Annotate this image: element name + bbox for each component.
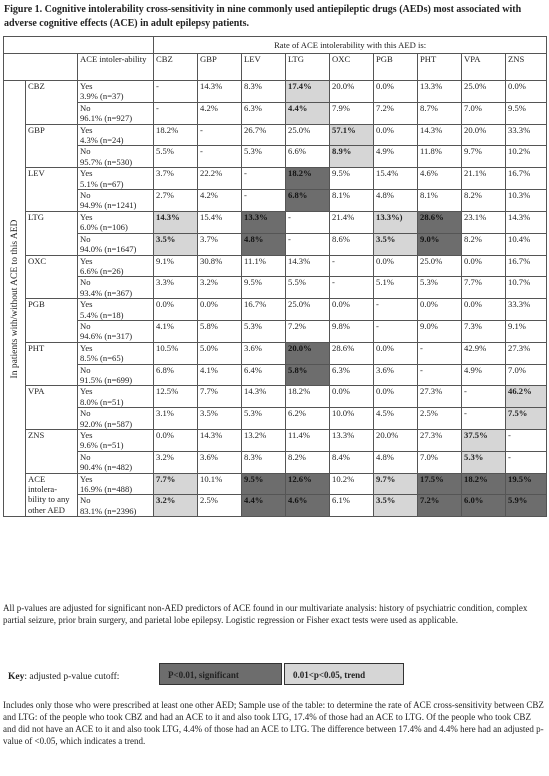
intolerability-label: Yes (80, 430, 93, 440)
rate-cell: 28.6% (330, 342, 374, 364)
rate-cell: - (242, 168, 286, 190)
rate-cell: 5.3% (462, 451, 506, 473)
column-header: LEV (242, 54, 286, 81)
rate-cell: 3.6% (374, 364, 418, 386)
rate-cell: 33.3% (506, 124, 547, 146)
rate-cell: 8.2% (286, 451, 330, 473)
rate-cell: 9.5% (242, 277, 286, 299)
rate-cell: 7.9% (330, 102, 374, 124)
intolerability-count: 3.9% (n=37) (80, 91, 124, 102)
rate-cell: 8.2% (462, 233, 506, 255)
intolerability-count: 16.9% (n=488) (80, 484, 133, 495)
intolerability-label: No (80, 495, 91, 506)
rate-cell: 19.5% (506, 473, 547, 495)
cross-sensitivity-table (3, 36, 547, 517)
rate-cell: 6.3% (330, 364, 374, 386)
intolerability-count: 5.1% (n=67) (80, 178, 124, 189)
usage-note: Includes only those who were prescribed at least one other AED; Sample use of the table: to determine the rate of ACE cross-sensitivity between CBZ and LTG: of the people who took CBZ and had an ACE to it and also took LTG, 17.4% of those had an ACE to LTG. Of the people who took CBZ and did not have an ACE to it and also took LTG, 4.4% of those had an ACE to LTG. The difference between 17.4% and 4.4% here had an adjusted p-value of <0.05, which indicates a trend. (3, 700, 544, 746)
rate-cell: 7.2% (418, 495, 462, 517)
intolerability-cell (78, 320, 154, 342)
table-row (4, 168, 547, 190)
rate-cell: 15.4% (374, 168, 418, 190)
rate-cell: 0.0% (330, 299, 374, 321)
rate-cell: 4.6% (286, 495, 330, 517)
column-header: VPA (462, 54, 506, 81)
rate-cell: 2.7% (154, 190, 198, 212)
intolerability-label: No (80, 190, 91, 201)
rate-cell: 6.8% (286, 190, 330, 212)
rate-cell: 4.2% (198, 102, 242, 124)
key-trend-swatch: 0.01<p<0.05, trend (284, 663, 404, 685)
rate-cell: - (506, 430, 547, 452)
rate-cell: 5.8% (286, 364, 330, 386)
intolerability-count: 94.0% (n=1647) (80, 244, 137, 255)
rate-cell: 5.3% (242, 320, 286, 342)
table-row (4, 364, 547, 386)
intolerability-count: 94.9% (n=1241) (80, 200, 137, 211)
rate-cell: 7.2% (374, 102, 418, 124)
intolerability-label: Yes (80, 299, 93, 310)
rate-cell: 9.1% (154, 255, 198, 277)
rate-cell: 10.2% (330, 473, 374, 495)
rate-cell: 46.2% (506, 386, 547, 408)
intolerability-label: Yes (80, 473, 93, 484)
drug-label: ZNS (26, 430, 78, 474)
intolerability-count: 9.6% (n=51) (80, 440, 124, 451)
rate-cell: 21.4% (330, 211, 374, 233)
drug-label: GBP (26, 124, 78, 168)
intolerability-label: Yes (80, 81, 93, 91)
rate-cell: 57.1% (330, 124, 374, 146)
rate-cell: 4.1% (154, 320, 198, 342)
drug-label: OXC (26, 255, 78, 299)
table-row (4, 451, 547, 473)
rate-cell: 25.0% (286, 299, 330, 321)
rate-cell: 7.0% (462, 102, 506, 124)
table-row (4, 495, 547, 517)
rate-cell: 5.5% (154, 146, 198, 168)
drug-label: LTG (26, 211, 78, 255)
rate-cell: 6.3% (242, 102, 286, 124)
intolerability-cell (78, 190, 154, 212)
rate-cell: 9.0% (418, 233, 462, 255)
intolerability-count: 6.6% (n=26) (80, 265, 124, 276)
intolerability-count: 91.5% (n=699) (80, 374, 133, 385)
rate-cell: 0.0% (330, 386, 374, 408)
rate-cell: 6.1% (330, 495, 374, 517)
rate-cell: 4.4% (242, 495, 286, 517)
rate-cell: 6.8% (154, 364, 198, 386)
rate-cell: 18.2% (286, 168, 330, 190)
rate-cell: 0.0% (462, 255, 506, 277)
rate-cell: 15.4% (198, 211, 242, 233)
rate-cell: 0.0% (374, 81, 418, 103)
rate-cell: - (330, 277, 374, 299)
intolerability-cell (78, 233, 154, 255)
column-header: PHT (418, 54, 462, 81)
rate-cell: - (154, 102, 198, 124)
rate-cell: 25.0% (286, 124, 330, 146)
intolerability-count: 6.0% (n=106) (80, 222, 128, 233)
rate-cell: - (154, 81, 198, 103)
rate-cell: 4.9% (462, 364, 506, 386)
intolerability-cell (78, 495, 154, 517)
rate-cell: 20.0% (286, 342, 330, 364)
rate-cell: 3.7% (198, 233, 242, 255)
rate-cell: 18.2% (286, 386, 330, 408)
intolerability-label: No (80, 320, 91, 331)
table-row (4, 211, 547, 233)
rate-cell: 13.3% (330, 430, 374, 452)
rate-cell: 7.7% (462, 277, 506, 299)
intol-header: ACE intoler-ability (78, 54, 154, 81)
rate-cell: 8.1% (418, 190, 462, 212)
rate-cell: - (374, 299, 418, 321)
rate-cell: 6.4% (242, 364, 286, 386)
rate-cell: 20.0% (462, 124, 506, 146)
column-header: GBP (198, 54, 242, 81)
intolerability-count: 94.6% (n=317) (80, 331, 133, 342)
intolerability-label: No (80, 364, 91, 375)
intolerability-cell (78, 408, 154, 430)
rate-cell: 27.3% (506, 342, 547, 364)
rate-cell: 14.3% (506, 211, 547, 233)
rate-cell: 10.4% (506, 233, 547, 255)
rate-cell: 8.7% (418, 102, 462, 124)
rate-cell: 17.5% (418, 473, 462, 495)
intolerability-label: No (80, 451, 91, 462)
intolerability-cell (78, 146, 154, 168)
rate-cell: - (506, 451, 547, 473)
rate-cell: 3.5% (154, 233, 198, 255)
rate-cell: - (198, 124, 242, 146)
intolerability-label: Yes (80, 211, 93, 222)
rate-cell: 9.7% (462, 146, 506, 168)
rate-cell: 6.2% (286, 408, 330, 430)
intolerability-count: 95.7% (n=530) (80, 156, 133, 167)
intolerability-count: 8.0% (n=51) (80, 396, 124, 407)
rate-cell: 5.1% (374, 277, 418, 299)
rate-cell: 20.0% (330, 81, 374, 103)
footnote: All p-values are adjusted for significant non-AED predictors of ACE found in our multivariate analysis: history of psychiatric condition, complex partial seizure, prior brain surgery, and parietal lobe epilepsy. Logistic regression or Fisher exact tests were used as applicable. (3, 603, 528, 625)
rate-cell: 8.3% (242, 81, 286, 103)
intolerability-count: 4.3% (n=24) (80, 135, 124, 146)
table-row (4, 233, 547, 255)
rate-cell: 27.3% (418, 386, 462, 408)
rate-cell: 8.6% (330, 233, 374, 255)
intolerability-count: 96.1% (n=927) (80, 113, 133, 124)
rate-cell: 3.2% (154, 451, 198, 473)
rate-cell: - (418, 342, 462, 364)
rate-cell: - (462, 408, 506, 430)
rate-cell: 2.5% (198, 495, 242, 517)
rate-cell: 5.3% (242, 146, 286, 168)
intolerability-label: No (80, 146, 91, 157)
intolerability-label: No (80, 233, 91, 244)
table-row (4, 102, 547, 124)
rate-cell: 25.0% (418, 255, 462, 277)
rate-cell: 10.7% (506, 277, 547, 299)
rate-cell: 3.6% (242, 342, 286, 364)
table-row (4, 299, 547, 321)
rate-cell: - (418, 364, 462, 386)
key-label (8, 672, 119, 682)
rate-cell: 16.7% (506, 168, 547, 190)
rate-cell: - (286, 233, 330, 255)
table-row (4, 190, 547, 212)
rate-cell: 4.4% (286, 102, 330, 124)
rate-cell: 5.0% (198, 342, 242, 364)
row-group-label: In patients with/without ACE to this AED (9, 219, 20, 379)
rate-cell: 3.7% (154, 168, 198, 190)
drug-label: PHT (26, 342, 78, 386)
rate-cell: 21.1% (462, 168, 506, 190)
intolerability-cell (78, 451, 154, 473)
rate-cell: - (462, 386, 506, 408)
intolerability-cell (78, 430, 154, 452)
rate-cell: 0.0% (374, 342, 418, 364)
intolerability-count: 92.0% (n=587) (80, 418, 133, 429)
table-row (4, 124, 547, 146)
rate-cell: 11.4% (286, 430, 330, 452)
rate-cell: 4.5% (374, 408, 418, 430)
rate-cell: 0.0% (374, 124, 418, 146)
rate-cell: 3.1% (154, 408, 198, 430)
rate-cell: 4.8% (374, 451, 418, 473)
rate-cell: 8.2% (462, 190, 506, 212)
rate-cell: 25.0% (462, 81, 506, 103)
intolerability-cell (78, 342, 154, 364)
rate-cell: 14.3% (418, 124, 462, 146)
rate-cell: 8.4% (330, 451, 374, 473)
column-header: PGB (374, 54, 418, 81)
rate-cell: - (286, 211, 330, 233)
rate-cell: 2.5% (418, 408, 462, 430)
rate-cell: 4.8% (374, 190, 418, 212)
key-label-bold: Key (8, 672, 25, 682)
intolerability-label: Yes (80, 168, 93, 179)
intolerability-cell (78, 473, 154, 495)
rate-cell: - (374, 320, 418, 342)
column-header: ZNS (506, 54, 547, 81)
rate-cell: 7.7% (154, 473, 198, 495)
rate-cell: 5.9% (506, 495, 547, 517)
intolerability-label: Yes (80, 342, 93, 353)
rate-cell: 7.0% (418, 451, 462, 473)
table-row (4, 473, 547, 495)
table-row (4, 81, 547, 103)
rate-cell: 0.0% (506, 81, 547, 103)
rate-cell: 10.5% (154, 342, 198, 364)
rate-cell: 12.5% (154, 386, 198, 408)
intolerability-cell (78, 386, 154, 408)
intolerability-count: 5.4% (n=18) (80, 309, 124, 320)
rate-cell: 5.8% (198, 320, 242, 342)
rate-cell: 9.5% (330, 168, 374, 190)
drug-label: LEV (26, 168, 78, 212)
rate-cell: 4.8% (242, 233, 286, 255)
rate-cell: 16.7% (506, 255, 547, 277)
rate-cell: 6.0% (462, 495, 506, 517)
rate-cell: 0.0% (418, 299, 462, 321)
rate-cell: 3.3% (154, 277, 198, 299)
rate-cell: 3.6% (198, 451, 242, 473)
rate-cell: 10.1% (198, 473, 242, 495)
intolerability-label: No (80, 408, 91, 419)
rate-cell: 9.1% (506, 320, 547, 342)
intolerability-cell (78, 168, 154, 190)
rate-cell: 6.6% (286, 146, 330, 168)
header-blank-cell (4, 37, 154, 54)
rate-cell: 3.2% (154, 495, 198, 517)
intolerability-cell (78, 124, 154, 146)
table-row (4, 386, 547, 408)
rate-cell: 4.6% (418, 168, 462, 190)
column-header: LTG (286, 54, 330, 81)
rate-cell: 27.3% (418, 430, 462, 452)
rate-cell: 13.3% (418, 81, 462, 103)
rate-cell: 7.3% (462, 320, 506, 342)
rate-cell: 14.3% (286, 255, 330, 277)
rate-cell: 22.2% (198, 168, 242, 190)
rate-cell: - (198, 146, 242, 168)
table-row (4, 430, 547, 452)
rate-cell: 42.9% (462, 342, 506, 364)
column-header: CBZ (154, 54, 198, 81)
intolerability-label: Yes (80, 124, 93, 135)
rate-cell: 14.3% (198, 430, 242, 452)
rate-cell: 28.6% (418, 211, 462, 233)
rate-cell: 8.3% (242, 451, 286, 473)
rate-cell: 18.2% (462, 473, 506, 495)
table-row (4, 320, 547, 342)
rate-cell: 12.6% (286, 473, 330, 495)
legend-key (4, 663, 544, 687)
rate-cell: 17.4% (286, 81, 330, 103)
rate-cell: 7.7% (198, 386, 242, 408)
rate-cell: 16.7% (242, 299, 286, 321)
rate-cell: 3.5% (374, 495, 418, 517)
table-row (4, 146, 547, 168)
rate-cell: 14.3% (242, 386, 286, 408)
rate-cell: 30.8% (198, 255, 242, 277)
rate-cell: 13.3% (242, 211, 286, 233)
intolerability-cell (78, 277, 154, 299)
intolerability-label: Yes (80, 255, 93, 266)
rate-cell: 11.8% (418, 146, 462, 168)
rate-cell: 9.5% (242, 473, 286, 495)
rate-header: Rate of ACE intolerability with this AED is: (154, 37, 547, 54)
intolerability-count: 93.4% (n=367) (80, 287, 133, 298)
rate-cell: 0.0% (198, 299, 242, 321)
intolerability-cell (78, 255, 154, 277)
rate-cell: 4.1% (198, 364, 242, 386)
intolerability-cell (78, 102, 154, 124)
rate-cell: - (242, 190, 286, 212)
rate-cell: 9.8% (330, 320, 374, 342)
intolerability-count: 83.1% (n=2396) (80, 505, 137, 516)
intolerability-label: No (80, 277, 91, 288)
intolerability-label: Yes (80, 386, 93, 397)
table-body (4, 37, 547, 517)
table-row (4, 255, 547, 277)
rate-cell: 5.3% (242, 408, 286, 430)
rate-cell: 0.0% (154, 430, 198, 452)
rate-cell: 5.3% (418, 277, 462, 299)
rate-cell: 13.2% (242, 430, 286, 452)
rate-cell: 26.7% (242, 124, 286, 146)
key-label-rest: : adjusted p-value cutoff: (24, 672, 120, 682)
rate-cell: 8.9% (330, 146, 374, 168)
intolerability-cell (78, 364, 154, 386)
header-blank-cell (4, 54, 78, 81)
rate-cell: 3.5% (374, 233, 418, 255)
intolerability-label: No (80, 102, 91, 113)
rate-cell: 3.5% (198, 408, 242, 430)
rate-cell: 3.2% (198, 277, 242, 299)
rate-cell: 10.3% (506, 190, 547, 212)
rate-cell: 0.0% (374, 255, 418, 277)
intolerability-cell (78, 299, 154, 321)
drug-label: VPA (26, 386, 78, 430)
rate-cell: 4.2% (198, 190, 242, 212)
rate-cell: 23.1% (462, 211, 506, 233)
rate-cell: 9.0% (418, 320, 462, 342)
intolerability-cell (78, 81, 154, 103)
table-row (4, 277, 547, 299)
rate-cell: 14.3% (154, 211, 198, 233)
rate-cell: 33.3% (506, 299, 547, 321)
rate-cell: 0.0% (154, 299, 198, 321)
drug-label: PGB (26, 299, 78, 343)
rate-cell: 0.0% (374, 386, 418, 408)
rate-cell: 5.5% (286, 277, 330, 299)
row-group-label-cell (4, 81, 26, 517)
drug-label: ACE intolera-bility to any other AED (26, 473, 78, 517)
rate-cell: 0.0% (462, 299, 506, 321)
rate-cell: - (330, 255, 374, 277)
column-header-row (4, 54, 547, 81)
table-row (4, 408, 547, 430)
rate-cell: 14.3% (198, 81, 242, 103)
intolerability-count: 90.4% (n=482) (80, 462, 133, 473)
table-header-row (4, 37, 547, 54)
column-header: OXC (330, 54, 374, 81)
rate-cell: 8.1% (330, 190, 374, 212)
rate-cell: 11.1% (242, 255, 286, 277)
rate-cell: 20.0% (374, 430, 418, 452)
rate-cell: 4.9% (374, 146, 418, 168)
rate-cell: 7.0% (506, 364, 547, 386)
key-significant-swatch: P<0.01, significant (159, 663, 282, 685)
drug-label: CBZ (26, 81, 78, 125)
figure-title: Figure 1. Cognitive intolerability cross-sensitivity in nine commonly used antiepileptic drugs (AEDs) most associated with adverse cognitive effects (ACE) in adult epilepsy patients. (4, 4, 522, 29)
rate-cell: 10.0% (330, 408, 374, 430)
rate-cell: 18.2% (154, 124, 198, 146)
rate-cell: 9.5% (506, 102, 547, 124)
rate-cell: 9.7% (374, 473, 418, 495)
intolerability-cell (78, 211, 154, 233)
rate-cell: 7.2% (286, 320, 330, 342)
table-row (4, 342, 547, 364)
rate-cell: 37.5% (462, 430, 506, 452)
rate-cell: 13.3%) (374, 211, 418, 233)
intolerability-count: 8.5% (n=65) (80, 353, 124, 364)
rate-cell: 7.5% (506, 408, 547, 430)
rate-cell: 10.2% (506, 146, 547, 168)
